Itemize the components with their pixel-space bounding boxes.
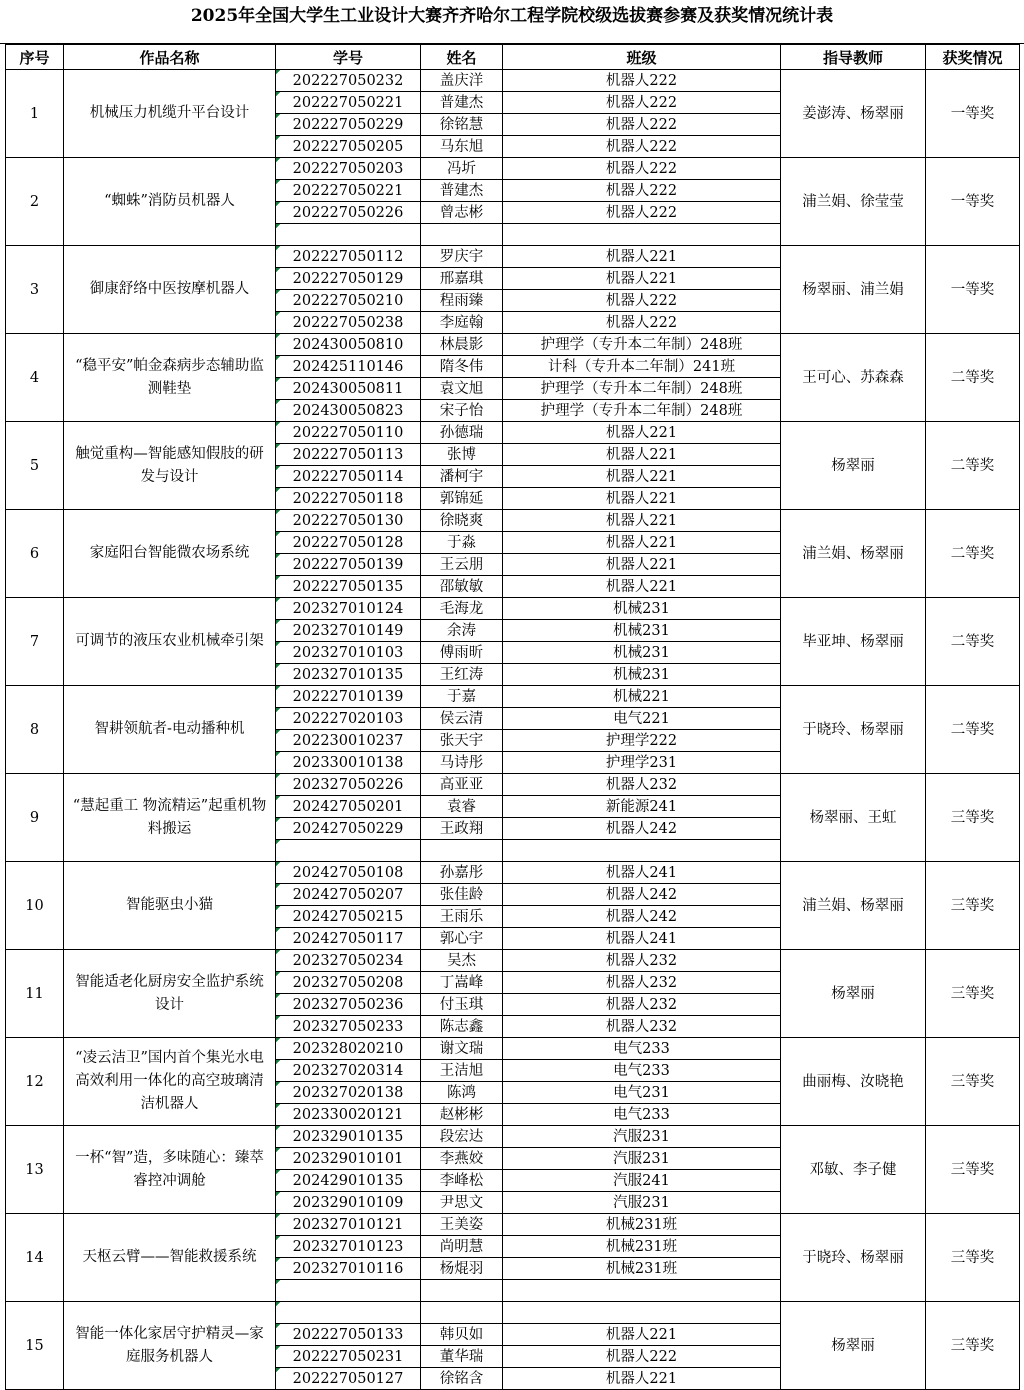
entry-index[interactable]: 8 bbox=[6, 686, 64, 774]
table-row bbox=[6, 334, 1020, 356]
entry-work-name[interactable]: 智能一体化家居守护精灵—家庭服务机器人 bbox=[64, 1302, 276, 1390]
member-student-id[interactable]: 202430050823 bbox=[276, 400, 421, 422]
member-class[interactable]: 机械231班 bbox=[503, 1236, 781, 1258]
member-student-name[interactable]: 程雨臻 bbox=[421, 290, 503, 312]
table-row bbox=[6, 950, 1020, 972]
header-row bbox=[6, 45, 1020, 70]
member-class[interactable]: 机器人232 bbox=[503, 774, 781, 796]
table-body bbox=[6, 70, 1020, 1390]
member-class[interactable] bbox=[503, 1302, 781, 1324]
member-student-name[interactable]: 罗庆宇 bbox=[421, 246, 503, 268]
member-student-id[interactable] bbox=[276, 840, 421, 862]
member-class[interactable]: 机器人222 bbox=[503, 92, 781, 114]
member-student-name[interactable]: 郭锦延 bbox=[421, 488, 503, 510]
member-student-name[interactable]: 孙德瑞 bbox=[421, 422, 503, 444]
member-student-name[interactable]: 邵敏敏 bbox=[421, 576, 503, 598]
table-row bbox=[6, 422, 1020, 444]
member-student-name[interactable]: 丁嵩峰 bbox=[421, 972, 503, 994]
member-class[interactable]: 机器人221 bbox=[503, 554, 781, 576]
member-student-id[interactable]: 202327010121 bbox=[276, 1214, 421, 1236]
member-student-id[interactable]: 202427050215 bbox=[276, 906, 421, 928]
member-class[interactable]: 机器人222 bbox=[503, 114, 781, 136]
member-student-id[interactable]: 202227050128 bbox=[276, 532, 421, 554]
entry-advisor[interactable]: 杨翠丽 bbox=[781, 950, 926, 1038]
member-student-id[interactable]: 202227050112 bbox=[276, 246, 421, 268]
member-student-id[interactable]: 202227050203 bbox=[276, 158, 421, 180]
entry-index[interactable]: 5 bbox=[6, 422, 64, 510]
member-class[interactable]: 机械231班 bbox=[503, 1214, 781, 1236]
member-student-name[interactable]: 冯圻 bbox=[421, 158, 503, 180]
header-student-name: 姓名 bbox=[421, 45, 503, 70]
member-class[interactable]: 机器人221 bbox=[503, 246, 781, 268]
member-student-id[interactable] bbox=[276, 1280, 421, 1302]
member-student-id[interactable]: 202227050226 bbox=[276, 202, 421, 224]
member-student-id[interactable]: 202427050229 bbox=[276, 818, 421, 840]
member-student-name[interactable]: 余涛 bbox=[421, 620, 503, 642]
member-student-name[interactable]: 谢文瑞 bbox=[421, 1038, 503, 1060]
entry-index[interactable]: 6 bbox=[6, 510, 64, 598]
entry-index[interactable]: 7 bbox=[6, 598, 64, 686]
entry-index[interactable]: 3 bbox=[6, 246, 64, 334]
member-student-name[interactable]: 毛海龙 bbox=[421, 598, 503, 620]
member-student-id[interactable]: 202327010135 bbox=[276, 664, 421, 686]
member-student-name[interactable]: 陈鸿 bbox=[421, 1082, 503, 1104]
member-class[interactable]: 机器人242 bbox=[503, 906, 781, 928]
entry-index[interactable]: 14 bbox=[6, 1214, 64, 1302]
member-student-id[interactable] bbox=[276, 1302, 421, 1324]
member-class[interactable]: 机械231 bbox=[503, 664, 781, 686]
member-student-name[interactable]: 张佳龄 bbox=[421, 884, 503, 906]
member-class[interactable]: 机器人221 bbox=[503, 576, 781, 598]
table-row bbox=[6, 246, 1020, 268]
member-student-name[interactable]: 普建杰 bbox=[421, 180, 503, 202]
entry-index[interactable]: 4 bbox=[6, 334, 64, 422]
member-student-name[interactable]: 高亚亚 bbox=[421, 774, 503, 796]
member-class[interactable]: 机械231 bbox=[503, 642, 781, 664]
member-student-id[interactable]: 202227050205 bbox=[276, 136, 421, 158]
table-row bbox=[6, 686, 1020, 708]
table-row bbox=[6, 774, 1020, 796]
member-student-name[interactable]: 袁睿 bbox=[421, 796, 503, 818]
member-student-name[interactable]: 尹思文 bbox=[421, 1192, 503, 1214]
member-student-name[interactable]: 马诗彤 bbox=[421, 752, 503, 774]
member-student-name[interactable] bbox=[421, 224, 503, 246]
member-student-name[interactable]: 王美姿 bbox=[421, 1214, 503, 1236]
member-student-id[interactable]: 202329010135 bbox=[276, 1126, 421, 1148]
member-class[interactable]: 机器人242 bbox=[503, 818, 781, 840]
member-student-id[interactable]: 202330020121 bbox=[276, 1104, 421, 1126]
member-class[interactable]: 护理学222 bbox=[503, 730, 781, 752]
member-student-id[interactable]: 202327050208 bbox=[276, 972, 421, 994]
table-row bbox=[6, 1214, 1020, 1236]
member-student-name[interactable]: 李庭翰 bbox=[421, 312, 503, 334]
member-student-name[interactable]: 潘柯宇 bbox=[421, 466, 503, 488]
member-student-id[interactable]: 202227050229 bbox=[276, 114, 421, 136]
member-student-name[interactable]: 郭心宇 bbox=[421, 928, 503, 950]
entry-award[interactable]: 三等奖 bbox=[926, 774, 1020, 862]
member-class[interactable]: 机器人222 bbox=[503, 158, 781, 180]
entry-award[interactable]: 三等奖 bbox=[926, 1214, 1020, 1302]
entry-advisor[interactable]: 杨翠丽、浦兰娟 bbox=[781, 246, 926, 334]
member-student-id[interactable]: 202329010101 bbox=[276, 1148, 421, 1170]
member-student-id[interactable]: 202327050233 bbox=[276, 1016, 421, 1038]
member-class[interactable]: 机器人221 bbox=[503, 444, 781, 466]
member-student-name[interactable]: 袁文旭 bbox=[421, 378, 503, 400]
member-class[interactable]: 机器人241 bbox=[503, 928, 781, 950]
member-student-name[interactable]: 徐铭含 bbox=[421, 1368, 503, 1390]
member-class[interactable]: 电气233 bbox=[503, 1038, 781, 1060]
member-class[interactable]: 机器人232 bbox=[503, 994, 781, 1016]
member-student-id[interactable]: 202328020210 bbox=[276, 1038, 421, 1060]
entry-work-name[interactable]: “稳平安”帕金森病步态辅助监测鞋垫 bbox=[64, 334, 276, 422]
entry-work-name[interactable]: 智能适老化厨房安全监护系统设计 bbox=[64, 950, 276, 1038]
member-class[interactable] bbox=[503, 1280, 781, 1302]
member-student-name[interactable] bbox=[421, 840, 503, 862]
member-student-name[interactable]: 于嘉 bbox=[421, 686, 503, 708]
entry-index[interactable]: 9 bbox=[6, 774, 64, 862]
entry-work-name[interactable]: 天枢云臂——智能救援系统 bbox=[64, 1214, 276, 1302]
member-class[interactable]: 机器人221 bbox=[503, 532, 781, 554]
member-student-id[interactable]: 202330010138 bbox=[276, 752, 421, 774]
member-student-id[interactable]: 202227050110 bbox=[276, 422, 421, 444]
member-class[interactable]: 汽服231 bbox=[503, 1148, 781, 1170]
member-student-id[interactable]: 202227050231 bbox=[276, 1346, 421, 1368]
member-student-name[interactable] bbox=[421, 1302, 503, 1324]
member-class[interactable]: 机器人221 bbox=[503, 488, 781, 510]
member-class[interactable]: 汽服241 bbox=[503, 1170, 781, 1192]
table-row bbox=[6, 1038, 1020, 1060]
entry-work-name[interactable]: 可调节的液压农业机械牵引架 bbox=[64, 598, 276, 686]
member-student-id[interactable]: 202227050133 bbox=[276, 1324, 421, 1346]
member-class[interactable]: 机器人232 bbox=[503, 950, 781, 972]
entry-advisor[interactable]: 曲丽梅、汝晓艳 bbox=[781, 1038, 926, 1126]
entry-advisor[interactable]: 浦兰娟、杨翠丽 bbox=[781, 510, 926, 598]
member-student-name[interactable]: 赵彬彬 bbox=[421, 1104, 503, 1126]
member-student-id[interactable]: 202327050234 bbox=[276, 950, 421, 972]
member-student-name[interactable]: 徐晓爽 bbox=[421, 510, 503, 532]
member-class[interactable]: 护理学（专升本二年制）248班 bbox=[503, 334, 781, 356]
member-student-id[interactable]: 202227050127 bbox=[276, 1368, 421, 1390]
member-class[interactable]: 机器人242 bbox=[503, 884, 781, 906]
member-student-id[interactable]: 202227010139 bbox=[276, 686, 421, 708]
member-class[interactable]: 护理学231 bbox=[503, 752, 781, 774]
member-class[interactable]: 机器人221 bbox=[503, 268, 781, 290]
member-class[interactable]: 汽服231 bbox=[503, 1192, 781, 1214]
entry-work-name[interactable]: 智能驱虫小猫 bbox=[64, 862, 276, 950]
member-student-id[interactable]: 202227050118 bbox=[276, 488, 421, 510]
member-class[interactable]: 计科（专升本二年制）241班 bbox=[503, 356, 781, 378]
member-student-id[interactable]: 202329010109 bbox=[276, 1192, 421, 1214]
member-student-id[interactable]: 202430050811 bbox=[276, 378, 421, 400]
member-student-name[interactable]: 于淼 bbox=[421, 532, 503, 554]
entry-advisor[interactable]: 于晓玲、杨翠丽 bbox=[781, 686, 926, 774]
entry-award[interactable]: 二等奖 bbox=[926, 422, 1020, 510]
header-index: 序号 bbox=[6, 45, 64, 70]
entry-index[interactable]: 1 bbox=[6, 70, 64, 158]
entry-advisor[interactable]: 浦兰娟、徐莹莹 bbox=[781, 158, 926, 246]
member-student-id[interactable]: 202427050117 bbox=[276, 928, 421, 950]
member-class[interactable]: 机器人222 bbox=[503, 202, 781, 224]
entry-work-name[interactable]: “凌云洁卫”国内首个集光水电高效利用一体化的高空玻璃清洁机器人 bbox=[64, 1038, 276, 1126]
header-advisor: 指导教师 bbox=[781, 45, 926, 70]
table-row bbox=[6, 158, 1020, 180]
entry-work-name[interactable]: 家庭阳台智能微农场系统 bbox=[64, 510, 276, 598]
entry-award[interactable]: 一等奖 bbox=[926, 158, 1020, 246]
entry-advisor[interactable]: 王可心、苏森森 bbox=[781, 334, 926, 422]
member-student-name[interactable]: 傅雨昕 bbox=[421, 642, 503, 664]
entry-work-name[interactable]: 机械压力机缆升平台设计 bbox=[64, 70, 276, 158]
member-class[interactable]: 机械231班 bbox=[503, 1258, 781, 1280]
member-class[interactable]: 机器人222 bbox=[503, 136, 781, 158]
member-student-id[interactable]: 202227050114 bbox=[276, 466, 421, 488]
entry-award[interactable]: 二等奖 bbox=[926, 686, 1020, 774]
entry-award[interactable]: 一等奖 bbox=[926, 70, 1020, 158]
member-student-id[interactable] bbox=[276, 224, 421, 246]
member-student-id[interactable]: 202227050210 bbox=[276, 290, 421, 312]
member-class[interactable]: 护理学（专升本二年制）248班 bbox=[503, 400, 781, 422]
member-student-id[interactable]: 202227050238 bbox=[276, 312, 421, 334]
member-student-id[interactable]: 202227050232 bbox=[276, 70, 421, 92]
member-class[interactable]: 机器人222 bbox=[503, 312, 781, 334]
member-student-name[interactable]: 尚明慧 bbox=[421, 1236, 503, 1258]
entry-award[interactable]: 二等奖 bbox=[926, 334, 1020, 422]
member-class[interactable]: 机器人232 bbox=[503, 1016, 781, 1038]
entry-award[interactable]: 三等奖 bbox=[926, 1126, 1020, 1214]
entry-work-name[interactable]: 一杯“智”造，多味随心：臻萃睿控冲调舱 bbox=[64, 1126, 276, 1214]
member-student-name[interactable] bbox=[421, 1280, 503, 1302]
member-class[interactable]: 机器人221 bbox=[503, 422, 781, 444]
member-student-id[interactable]: 202327050226 bbox=[276, 774, 421, 796]
entry-index[interactable]: 11 bbox=[6, 950, 64, 1038]
entry-index[interactable]: 15 bbox=[6, 1302, 64, 1390]
member-student-name[interactable]: 段宏达 bbox=[421, 1126, 503, 1148]
entry-index[interactable]: 2 bbox=[6, 158, 64, 246]
entry-award[interactable]: 一等奖 bbox=[926, 246, 1020, 334]
member-class[interactable]: 机器人232 bbox=[503, 972, 781, 994]
member-student-name[interactable]: 张博 bbox=[421, 444, 503, 466]
results-table bbox=[5, 44, 1020, 1390]
member-class[interactable]: 电气233 bbox=[503, 1060, 781, 1082]
member-student-id[interactable]: 202227050135 bbox=[276, 576, 421, 598]
member-student-name[interactable]: 张天宇 bbox=[421, 730, 503, 752]
member-student-id[interactable]: 202227050221 bbox=[276, 92, 421, 114]
member-student-name[interactable]: 曾志彬 bbox=[421, 202, 503, 224]
member-student-name[interactable]: 吴杰 bbox=[421, 950, 503, 972]
member-student-name[interactable]: 王红涛 bbox=[421, 664, 503, 686]
entry-work-name[interactable]: “慧起重工 物流精运”起重机物料搬运 bbox=[64, 774, 276, 862]
member-student-id[interactable]: 202227050113 bbox=[276, 444, 421, 466]
member-student-id[interactable]: 202427050201 bbox=[276, 796, 421, 818]
member-class[interactable]: 电气231 bbox=[503, 1082, 781, 1104]
member-student-id[interactable]: 202429010135 bbox=[276, 1170, 421, 1192]
entry-award[interactable]: 二等奖 bbox=[926, 510, 1020, 598]
member-class[interactable] bbox=[503, 224, 781, 246]
entry-index[interactable]: 10 bbox=[6, 862, 64, 950]
member-class[interactable]: 机器人222 bbox=[503, 1346, 781, 1368]
member-class[interactable]: 机器人221 bbox=[503, 1324, 781, 1346]
member-student-name[interactable]: 侯云清 bbox=[421, 708, 503, 730]
entry-award[interactable]: 三等奖 bbox=[926, 1302, 1020, 1390]
header-class: 班级 bbox=[503, 45, 781, 70]
member-student-name[interactable]: 普建杰 bbox=[421, 92, 503, 114]
member-student-name[interactable]: 董华瑞 bbox=[421, 1346, 503, 1368]
member-class[interactable]: 护理学（专升本二年制）248班 bbox=[503, 378, 781, 400]
member-student-name[interactable]: 韩贝如 bbox=[421, 1324, 503, 1346]
member-student-name[interactable]: 付玉琪 bbox=[421, 994, 503, 1016]
member-class[interactable]: 机器人241 bbox=[503, 862, 781, 884]
member-student-id[interactable]: 202227050129 bbox=[276, 268, 421, 290]
entry-work-name[interactable]: “蜘蛛”消防员机器人 bbox=[64, 158, 276, 246]
entry-award[interactable]: 二等奖 bbox=[926, 598, 1020, 686]
member-student-id[interactable]: 202327010149 bbox=[276, 620, 421, 642]
member-class[interactable]: 新能源241 bbox=[503, 796, 781, 818]
entry-work-name[interactable]: 御康舒络中医按摩机器人 bbox=[64, 246, 276, 334]
header-award: 获奖情况 bbox=[926, 45, 1020, 70]
member-student-name[interactable]: 杨焜羽 bbox=[421, 1258, 503, 1280]
member-student-name[interactable]: 王政翔 bbox=[421, 818, 503, 840]
table-row bbox=[6, 1126, 1020, 1148]
table-row bbox=[6, 510, 1020, 532]
member-student-name[interactable]: 王洁旭 bbox=[421, 1060, 503, 1082]
member-student-id[interactable]: 202327020138 bbox=[276, 1082, 421, 1104]
member-class[interactable]: 机械221 bbox=[503, 686, 781, 708]
entry-advisor[interactable]: 杨翠丽、王虹 bbox=[781, 774, 926, 862]
entry-advisor[interactable]: 杨翠丽 bbox=[781, 422, 926, 510]
member-student-id[interactable]: 202427050108 bbox=[276, 862, 421, 884]
entry-work-name[interactable]: 智耕领航者-电动播种机 bbox=[64, 686, 276, 774]
member-student-id[interactable]: 202430050810 bbox=[276, 334, 421, 356]
member-student-id[interactable]: 202327010116 bbox=[276, 1258, 421, 1280]
member-student-name[interactable]: 盖庆洋 bbox=[421, 70, 503, 92]
member-class[interactable]: 机器人222 bbox=[503, 180, 781, 202]
entry-advisor[interactable]: 于晓玲、杨翠丽 bbox=[781, 1214, 926, 1302]
member-class[interactable]: 电气233 bbox=[503, 1104, 781, 1126]
table-row bbox=[6, 1302, 1020, 1324]
member-class[interactable]: 机器人221 bbox=[503, 466, 781, 488]
entry-award[interactable]: 三等奖 bbox=[926, 950, 1020, 1038]
entry-index[interactable]: 13 bbox=[6, 1126, 64, 1214]
member-class[interactable]: 机器人221 bbox=[503, 1368, 781, 1390]
table-title: 2025年全国大学生工业设计大赛齐齐哈尔工程学院校级选拔赛参赛及获奖情况统计表 bbox=[0, 0, 1024, 44]
entry-work-name[interactable]: 触觉重构—智能感知假肢的研发与设计 bbox=[64, 422, 276, 510]
member-student-name[interactable]: 陈志鑫 bbox=[421, 1016, 503, 1038]
member-class[interactable]: 机器人222 bbox=[503, 70, 781, 92]
entry-advisor[interactable]: 姜澎涛、杨翠丽 bbox=[781, 70, 926, 158]
table-row bbox=[6, 862, 1020, 884]
table-row bbox=[6, 598, 1020, 620]
member-student-name[interactable]: 宋子怡 bbox=[421, 400, 503, 422]
member-student-id[interactable]: 202327010103 bbox=[276, 642, 421, 664]
member-student-id[interactable]: 202227050221 bbox=[276, 180, 421, 202]
table-row bbox=[6, 70, 1020, 92]
member-student-name[interactable]: 邢嘉琪 bbox=[421, 268, 503, 290]
member-class[interactable]: 机械231 bbox=[503, 598, 781, 620]
member-class[interactable] bbox=[503, 840, 781, 862]
entry-advisor[interactable]: 毕亚坤、杨翠丽 bbox=[781, 598, 926, 686]
header-student-id: 学号 bbox=[276, 45, 421, 70]
member-student-id[interactable]: 202227020103 bbox=[276, 708, 421, 730]
member-student-id[interactable]: 202327020314 bbox=[276, 1060, 421, 1082]
member-student-id[interactable]: 202327010123 bbox=[276, 1236, 421, 1258]
member-student-name[interactable]: 林晨影 bbox=[421, 334, 503, 356]
member-student-name[interactable]: 隋冬伟 bbox=[421, 356, 503, 378]
entry-advisor[interactable]: 邓敏、李子健 bbox=[781, 1126, 926, 1214]
entry-index[interactable]: 12 bbox=[6, 1038, 64, 1126]
member-class[interactable]: 机器人221 bbox=[503, 510, 781, 532]
member-class[interactable]: 机械231 bbox=[503, 620, 781, 642]
member-class[interactable]: 机器人222 bbox=[503, 290, 781, 312]
member-student-name[interactable]: 徐铭慧 bbox=[421, 114, 503, 136]
member-student-id[interactable]: 202425110146 bbox=[276, 356, 421, 378]
member-student-name[interactable]: 孙嘉彤 bbox=[421, 862, 503, 884]
member-student-name[interactable]: 马东旭 bbox=[421, 136, 503, 158]
member-student-id[interactable]: 202227050139 bbox=[276, 554, 421, 576]
entry-award[interactable]: 三等奖 bbox=[926, 862, 1020, 950]
member-student-id[interactable]: 202230010237 bbox=[276, 730, 421, 752]
member-class[interactable]: 电气221 bbox=[503, 708, 781, 730]
entry-advisor[interactable]: 杨翠丽 bbox=[781, 1302, 926, 1390]
member-student-name[interactable]: 李峰松 bbox=[421, 1170, 503, 1192]
member-student-name[interactable]: 李燕姣 bbox=[421, 1148, 503, 1170]
member-class[interactable]: 汽服231 bbox=[503, 1126, 781, 1148]
member-student-id[interactable]: 202327010124 bbox=[276, 598, 421, 620]
header-work-name: 作品名称 bbox=[64, 45, 276, 70]
entry-advisor[interactable]: 浦兰娟、杨翠丽 bbox=[781, 862, 926, 950]
member-student-id[interactable]: 202227050130 bbox=[276, 510, 421, 532]
member-student-name[interactable]: 王雨乐 bbox=[421, 906, 503, 928]
member-student-name[interactable]: 王云朋 bbox=[421, 554, 503, 576]
member-student-id[interactable]: 202427050207 bbox=[276, 884, 421, 906]
entry-award[interactable]: 三等奖 bbox=[926, 1038, 1020, 1126]
member-student-id[interactable]: 202327050236 bbox=[276, 994, 421, 1016]
